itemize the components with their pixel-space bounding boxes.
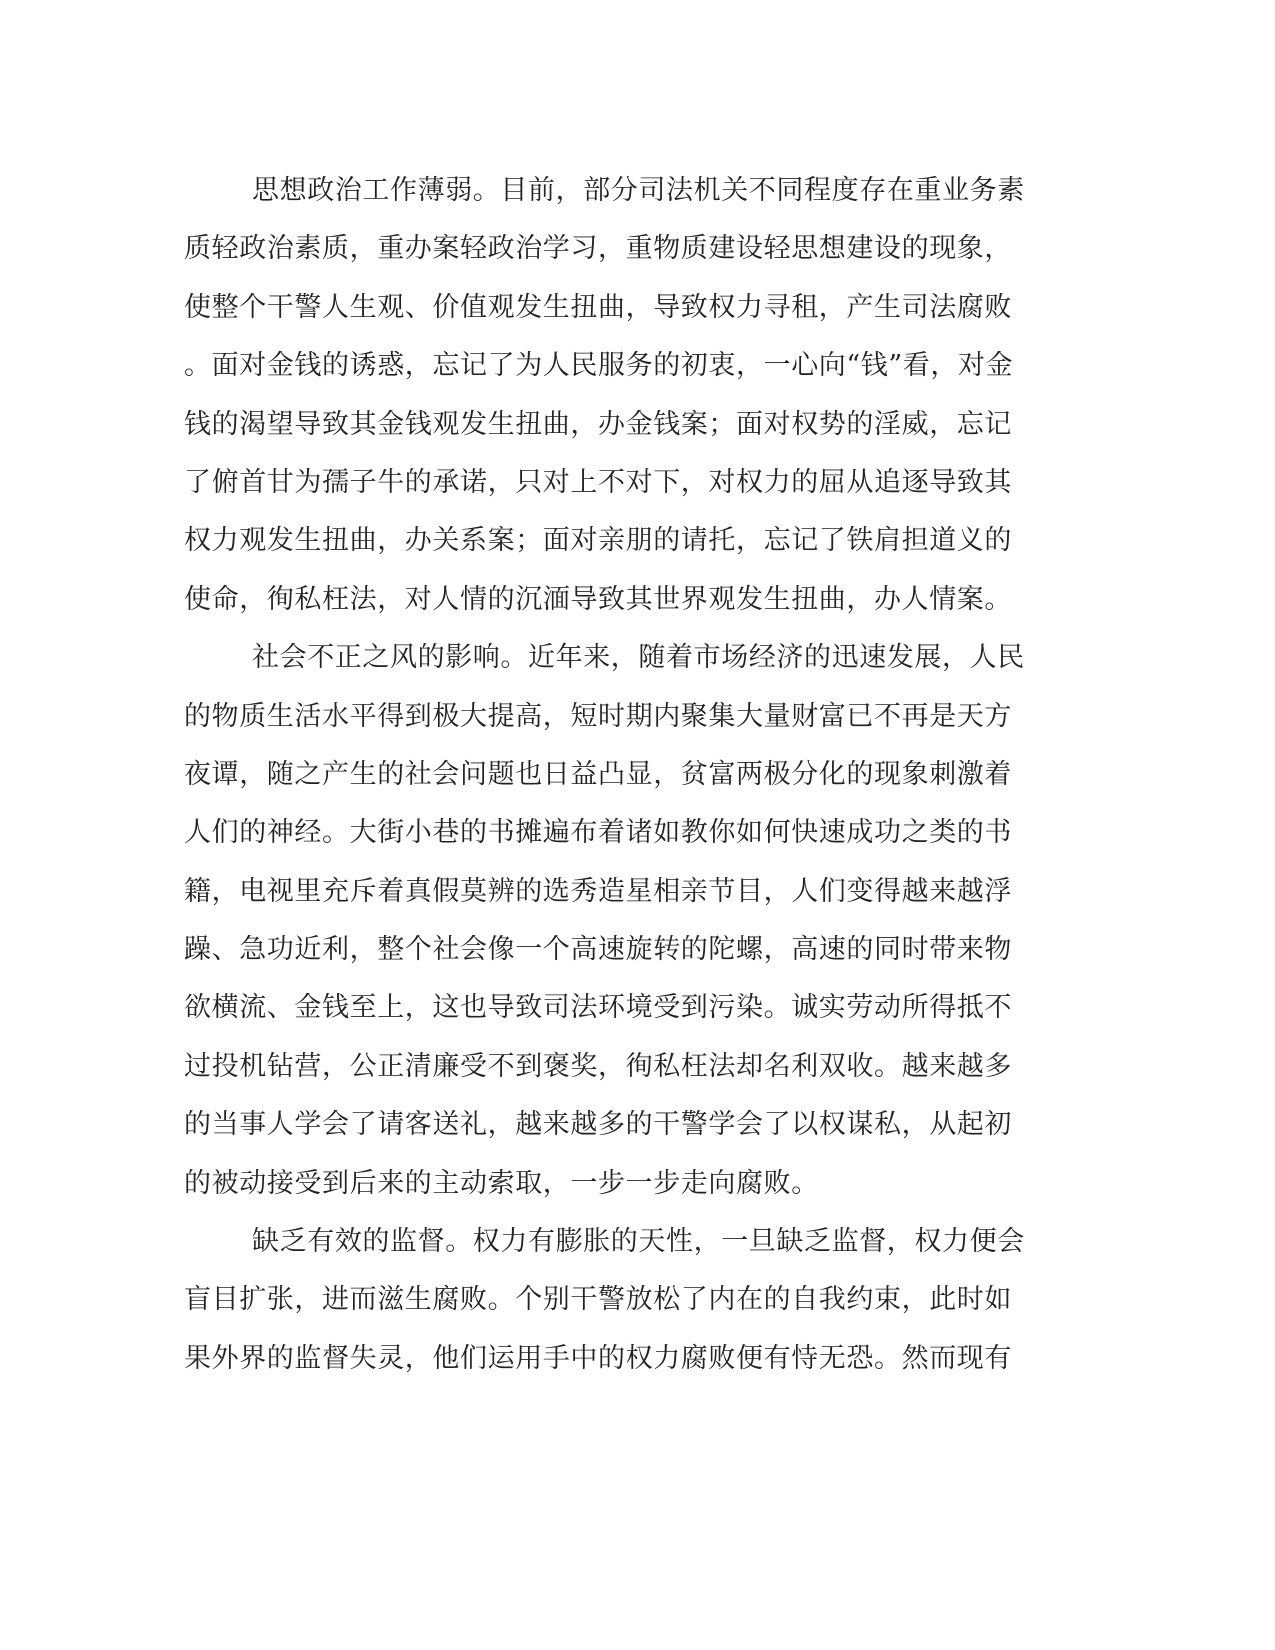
paragraph-2-line-1: 社会不正之风的影响。近年来，随着市场经济的迅速发展，人民 xyxy=(252,642,1025,674)
paragraph-2-line-3: 夜谭，随之产生的社会问题也日益凸显，贫富两极分化的现象刺激着 xyxy=(184,758,1012,790)
paragraph-2-line-2: 的物质生活水平得到极大提高，短时期内聚集大量财富已不再是天方 xyxy=(184,700,1012,732)
paragraph-1-line-4: 。面对金钱的诱惑，忘记了为人民服务的初衷，一心向“钱”看，对金 xyxy=(184,350,1014,382)
paragraph-1-line-1: 思想政治工作薄弱。目前，部分司法机关不同程度存在重业务素 xyxy=(252,175,1025,206)
paragraph-3-line-2: 盲目扩张，进而滋生腐败。个别干警放松了内在的自我约束，此时如 xyxy=(184,1284,1012,1316)
paragraph-1-line-8: 使命，徇私枉法，对人情的沉湎导致其世界观发生扭曲，办人情案。 xyxy=(184,583,1012,615)
document-body xyxy=(184,162,1044,1388)
paragraph-1-line-5: 钱的渴望导致其金钱观发生扭曲，办金钱案；面对权势的淫威，忘记 xyxy=(184,408,1012,440)
paragraph-2-line-8: 过投机钻营，公正清廉受不到褒奖，徇私枉法却名利双收。越来越多 xyxy=(184,1050,1012,1082)
paragraph-2-line-7: 欲横流、金钱至上，这也导致司法环境受到污染。诚实劳动所得抵不 xyxy=(184,992,1012,1024)
paragraph-2-line-4: 人们的神经。大街小巷的书摊遍布着诸如教你如何快速成功之类的书 xyxy=(184,817,1012,849)
paragraph-1-line-2: 质轻政治素质，重办案轻政治学习，重物质建设轻思想建设的现象， xyxy=(184,233,1012,265)
paragraph-1-line-6: 了俯首甘为孺子牛的承诺，只对上不对下，对权力的屈从追逐导致其 xyxy=(184,466,1012,498)
paragraph-2-line-6: 躁、急功近利，整个社会像一个高速旋转的陀螺，高速的同时带来物 xyxy=(184,934,1012,966)
paragraph-3-line-1: 缺乏有效的监督。权力有膨胀的天性，一旦缺乏监督，权力便会 xyxy=(252,1226,1025,1258)
paragraph-2-line-10: 的被动接受到后来的主动索取，一步一步走向腐败。 xyxy=(184,1167,819,1199)
paragraph-1-line-3: 使整个干警人生观、价值观发生扭曲，导致权力寻租，产生司法腐败 xyxy=(184,291,1012,323)
paragraph-1-line-7: 权力观发生扭曲，办关系案；面对亲朋的请托，忘记了铁肩担道义的 xyxy=(184,525,1012,557)
paragraph-2-line-5: 籍，电视里充斥着真假莫辨的选秀造星相亲节目，人们变得越来越浮 xyxy=(184,875,1012,907)
paragraph-3-line-3: 果外界的监督失灵，他们运用手中的权力腐败便有恃无恐。然而现有 xyxy=(184,1342,1012,1374)
paragraph-2-line-9: 的当事人学会了请客送礼，越来越多的干警学会了以权谋私，从起初 xyxy=(184,1109,1012,1141)
